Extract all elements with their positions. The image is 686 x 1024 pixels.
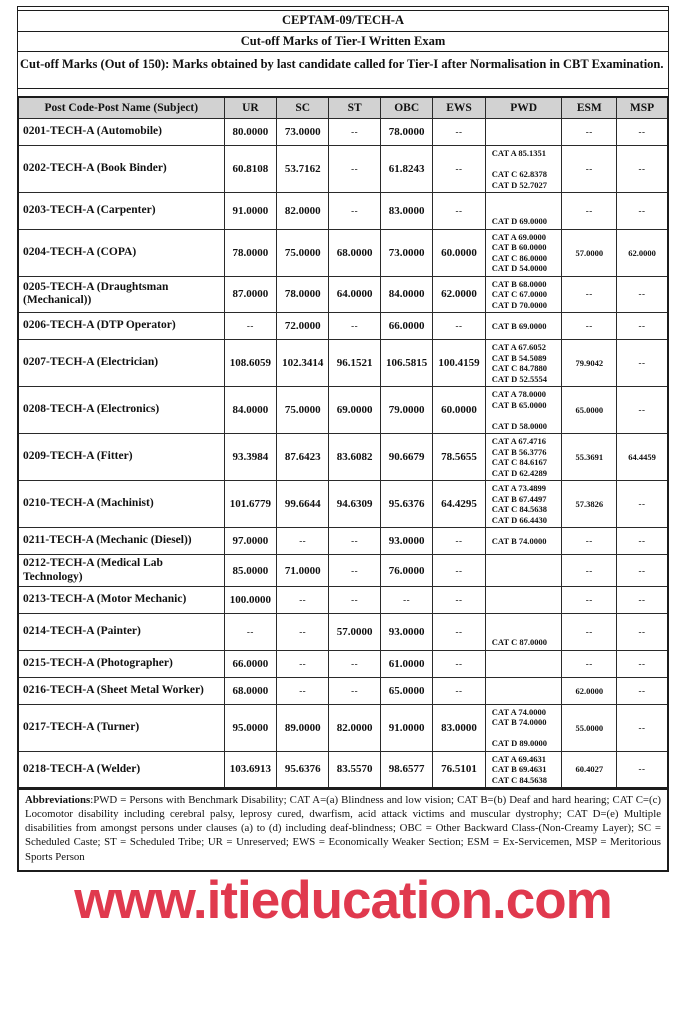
sc-cell: 53.7162 — [277, 146, 329, 193]
sc-cell: 75.0000 — [277, 387, 329, 434]
ews-cell: -- — [433, 119, 486, 146]
pwd-category-line: CAT C 87.0000 — [491, 637, 547, 648]
obc-cell: 90.6679 — [381, 434, 433, 481]
pwd-category-line: CAT D 52.5554 — [491, 373, 547, 384]
post-name-cell: 0218-TECH-A (Welder) — [18, 751, 224, 788]
sc-cell: 89.0000 — [277, 704, 329, 751]
st-cell: 68.0000 — [329, 229, 381, 276]
table-body — [18, 119, 668, 789]
pwd-category-line: CAT A 67.4716 — [491, 436, 547, 446]
obc-cell: 95.6376 — [381, 481, 433, 528]
ews-cell: 60.0000 — [433, 387, 486, 434]
ur-cell: 80.0000 — [224, 119, 277, 146]
post-name-cell: 0210-TECH-A (Machinist) — [18, 481, 224, 528]
table-row — [18, 528, 668, 555]
pwd-category-line: CAT B 74.0000 — [491, 717, 547, 728]
esm-cell: -- — [562, 555, 617, 587]
sc-cell: -- — [277, 587, 329, 614]
post-name-cell: 0217-TECH-A (Turner) — [18, 704, 224, 751]
esm-cell: 60.4027 — [562, 751, 617, 788]
cutoff-document — [17, 7, 669, 872]
sc-cell: -- — [277, 677, 329, 704]
obc-cell: 91.0000 — [381, 704, 433, 751]
ur-cell: 78.0000 — [224, 229, 277, 276]
st-cell: 83.5570 — [329, 751, 381, 788]
ur-cell: 108.6059 — [224, 340, 277, 387]
esm-cell: 55.3691 — [562, 434, 617, 481]
pwd-cell — [485, 340, 562, 387]
esm-cell: 65.0000 — [562, 387, 617, 434]
st-cell: -- — [329, 528, 381, 555]
st-cell: -- — [329, 677, 381, 704]
table-row — [18, 587, 668, 614]
table-row — [18, 434, 668, 481]
post-name-cell: 0201-TECH-A (Automobile) — [18, 119, 224, 146]
pwd-category-line: CAT C 84.5638 — [491, 504, 547, 514]
obc-cell: 66.0000 — [381, 313, 433, 340]
pwd-category-line — [492, 195, 561, 206]
table-row — [18, 276, 668, 313]
pwd-cell — [485, 387, 562, 434]
post-name-cell: 0211-TECH-A (Mechanic (Diesel)) — [18, 528, 224, 555]
pwd-cell — [485, 276, 562, 313]
pwd-category-line: CAT C 84.6167 — [491, 457, 547, 467]
msp-cell: 64.4459 — [617, 434, 668, 481]
pwd-category-line: CAT D 54.0000 — [491, 263, 547, 273]
pwd-category-line: CAT B 60.0000 — [491, 242, 547, 252]
pwd-category-line: CAT B 65.0000 — [491, 399, 547, 410]
ur-cell: 66.0000 — [224, 650, 277, 677]
table-row — [18, 555, 668, 587]
table-row — [18, 313, 668, 340]
esm-cell: -- — [562, 193, 617, 230]
obc-cell: 106.5815 — [381, 340, 433, 387]
column-header-msp: MSP — [617, 97, 668, 119]
esm-cell: -- — [562, 650, 617, 677]
sc-cell: 72.0000 — [277, 313, 329, 340]
pwd-cell — [485, 614, 562, 651]
pwd-category-line — [492, 159, 561, 170]
sc-cell: 71.0000 — [277, 555, 329, 587]
sc-cell: 82.0000 — [277, 193, 329, 230]
obc-cell: 93.0000 — [381, 528, 433, 555]
msp-cell: 62.0000 — [617, 229, 668, 276]
ews-cell: -- — [433, 614, 486, 651]
msp-cell: -- — [617, 751, 668, 788]
column-header-obc: OBC — [381, 97, 433, 119]
ur-cell: -- — [224, 313, 277, 340]
table-row — [18, 650, 668, 677]
esm-cell: -- — [562, 119, 617, 146]
post-name-cell: 0213-TECH-A (Motor Mechanic) — [18, 587, 224, 614]
table-row — [18, 677, 668, 704]
pwd-cell — [485, 119, 562, 146]
sc-cell: 73.0000 — [277, 119, 329, 146]
esm-cell: 57.0000 — [562, 229, 617, 276]
post-name-cell: 0205-TECH-A (Draughtsman (Mechanical)) — [18, 276, 224, 313]
pwd-category-line: CAT B 67.4497 — [491, 493, 547, 504]
obc-cell: -- — [381, 587, 433, 614]
obc-cell: 84.0000 — [381, 276, 433, 313]
pwd-cell — [485, 313, 562, 340]
table-row — [18, 340, 668, 387]
obc-cell: 83.0000 — [381, 193, 433, 230]
esm-cell: -- — [562, 276, 617, 313]
st-cell: -- — [329, 555, 381, 587]
ur-cell: 87.0000 — [224, 276, 277, 313]
pwd-category-line: CAT C 62.8378 — [491, 169, 547, 179]
msp-cell: -- — [617, 677, 668, 704]
column-header-post-code-post-name-subject: Post Code-Post Name (Subject) — [18, 97, 224, 119]
ews-cell: 100.4159 — [433, 340, 486, 387]
ews-cell: -- — [433, 650, 486, 677]
ews-cell: -- — [433, 587, 486, 614]
post-name-cell: 0202-TECH-A (Book Binder) — [18, 146, 224, 193]
pwd-category-line: CAT D 69.0000 — [491, 216, 547, 226]
pwd-cell — [485, 751, 562, 788]
pwd-category-line: CAT A 85.1351 — [491, 148, 547, 158]
st-cell: -- — [329, 146, 381, 193]
column-header-sc: SC — [277, 97, 329, 119]
ur-cell: 68.0000 — [224, 677, 277, 704]
post-name-cell: 0209-TECH-A (Fitter) — [18, 434, 224, 481]
table-row — [18, 704, 668, 751]
ews-cell: 83.0000 — [433, 704, 486, 751]
ur-cell: 91.0000 — [224, 193, 277, 230]
obc-cell: 98.6577 — [381, 751, 433, 788]
sc-cell: 102.3414 — [277, 340, 329, 387]
pwd-category-line — [492, 728, 561, 739]
ews-cell: 76.5101 — [433, 751, 486, 788]
ews-cell: 60.0000 — [433, 229, 486, 276]
cutoff-table — [17, 96, 669, 789]
post-name-cell: 0208-TECH-A (Electronics) — [18, 387, 224, 434]
sc-cell: 75.0000 — [277, 229, 329, 276]
st-cell: 96.1521 — [329, 340, 381, 387]
post-name-cell: 0204-TECH-A (COPA) — [18, 229, 224, 276]
pwd-cell — [485, 587, 562, 614]
document-subtitle: Cut-off Marks of Tier-I Written Exam — [17, 31, 669, 53]
esm-cell: 55.0000 — [562, 704, 617, 751]
obc-cell: 78.0000 — [381, 119, 433, 146]
msp-cell: -- — [617, 193, 668, 230]
sc-cell: -- — [277, 614, 329, 651]
pwd-cell — [485, 481, 562, 528]
obc-cell: 93.0000 — [381, 614, 433, 651]
table-row — [18, 481, 668, 528]
msp-cell: -- — [617, 614, 668, 651]
pwd-category-line — [492, 206, 561, 217]
post-name-cell: 0216-TECH-A (Sheet Metal Worker) — [18, 677, 224, 704]
pwd-category-line: CAT C 67.0000 — [491, 289, 547, 299]
abbreviations-text: :PWD = Persons with Benchmark Disability; CAT A=(a) Blindness and low vision; CAT B=(b) Deaf and hard hearing; CAT C=(c) Locomotor disability including cerebral palsy, leprosy cured, dwarfism, acid attack victims and muscular dystrophy; CAT D=(e) Multiple disabilities from amongst persons under clauses (a) to (d) including deaf-blindness; OBC = Other Backward Class-(Non-Creamy Layer); SC = Scheduled Caste; ST = Scheduled Tribe; UR = Unreserved; EWS = Economically Weaker Section; ESM = Ex-Servicemen, MSP = Meritorious Sports Person — [25, 793, 661, 863]
ews-cell: -- — [433, 313, 486, 340]
msp-cell: -- — [617, 587, 668, 614]
pwd-category-line: CAT D 58.0000 — [491, 420, 547, 431]
table-row — [18, 614, 668, 651]
pwd-category-line: CAT A 69.0000 — [491, 231, 547, 242]
watermark-url: www.itieducation.com — [74, 871, 612, 930]
sc-cell: 99.6644 — [277, 481, 329, 528]
pwd-category-line: CAT A 67.6052 — [491, 342, 547, 352]
pwd-category-line: CAT D 62.4289 — [491, 467, 547, 478]
msp-cell: -- — [617, 276, 668, 313]
column-header-ews: EWS — [433, 97, 486, 119]
st-cell: 83.6082 — [329, 434, 381, 481]
column-header-st: ST — [329, 97, 381, 119]
st-cell: -- — [329, 193, 381, 230]
ur-cell: 97.0000 — [224, 528, 277, 555]
st-cell: 57.0000 — [329, 614, 381, 651]
msp-cell: -- — [617, 387, 668, 434]
obc-cell: 65.0000 — [381, 677, 433, 704]
cutoff-note: Cut-off Marks (Out of 150): Marks obtained by last candidate called for Tier-I after Normalisation in CBT Examination. — [17, 51, 669, 89]
pwd-cell — [485, 704, 562, 751]
ur-cell: 60.8108 — [224, 146, 277, 193]
pwd-category-line: CAT A 73.4899 — [491, 483, 547, 493]
msp-cell: -- — [617, 313, 668, 340]
pwd-category-line: CAT C 86.0000 — [491, 252, 547, 263]
pwd-category-line: CAT C 84.7880 — [491, 363, 547, 373]
pwd-category-line: CAT C 84.5638 — [491, 774, 547, 785]
document-title: CEPTAM-09/TECH-A — [17, 10, 669, 32]
msp-cell: -- — [617, 555, 668, 587]
post-name-cell: 0212-TECH-A (Medical Lab Technology) — [18, 555, 224, 587]
st-cell: -- — [329, 119, 381, 146]
table-header-row — [18, 97, 668, 119]
ews-cell: -- — [433, 677, 486, 704]
sc-cell: -- — [277, 650, 329, 677]
st-cell: -- — [329, 313, 381, 340]
obc-cell: 79.0000 — [381, 387, 433, 434]
table-row — [18, 193, 668, 230]
msp-cell: -- — [617, 650, 668, 677]
pwd-cell — [485, 528, 562, 555]
ur-cell: -- — [224, 614, 277, 651]
column-header-pwd: PWD — [485, 97, 562, 119]
post-name-cell: 0207-TECH-A (Electrician) — [18, 340, 224, 387]
ews-cell: -- — [433, 555, 486, 587]
ur-cell: 85.0000 — [224, 555, 277, 587]
pwd-cell — [485, 434, 562, 481]
msp-cell: -- — [617, 704, 668, 751]
pwd-category-line — [492, 627, 561, 638]
sc-cell: 95.6376 — [277, 751, 329, 788]
pwd-cell — [485, 193, 562, 230]
st-cell: 69.0000 — [329, 387, 381, 434]
post-name-cell: 0206-TECH-A (DTP Operator) — [18, 313, 224, 340]
esm-cell: -- — [562, 528, 617, 555]
table-row — [18, 229, 668, 276]
obc-cell: 73.0000 — [381, 229, 433, 276]
st-cell: -- — [329, 587, 381, 614]
pwd-cell — [485, 555, 562, 587]
pwd-category-line: CAT B 69.0000 — [491, 320, 547, 331]
ews-cell: -- — [433, 146, 486, 193]
ur-cell: 84.0000 — [224, 387, 277, 434]
esm-cell: -- — [562, 614, 617, 651]
pwd-category-line: CAT B 54.5089 — [491, 352, 547, 363]
ews-cell: 78.5655 — [433, 434, 486, 481]
sc-cell: -- — [277, 528, 329, 555]
post-name-cell: 0203-TECH-A (Carpenter) — [18, 193, 224, 230]
ur-cell: 95.0000 — [224, 704, 277, 751]
sc-cell: 78.0000 — [277, 276, 329, 313]
ews-cell: -- — [433, 528, 486, 555]
abbreviations-box — [17, 788, 669, 872]
pwd-cell — [485, 146, 562, 193]
st-cell: -- — [329, 650, 381, 677]
esm-cell: -- — [562, 146, 617, 193]
msp-cell: -- — [617, 528, 668, 555]
table-row — [18, 119, 668, 146]
msp-cell: -- — [617, 146, 668, 193]
obc-cell: 61.8243 — [381, 146, 433, 193]
column-header-esm: ESM — [562, 97, 617, 119]
pwd-category-line: CAT A 78.0000 — [491, 389, 547, 399]
ur-cell: 100.0000 — [224, 587, 277, 614]
st-cell: 64.0000 — [329, 276, 381, 313]
ews-cell: -- — [433, 193, 486, 230]
pwd-category-line: CAT D 66.4430 — [491, 514, 547, 525]
esm-cell: 62.0000 — [562, 677, 617, 704]
table-row — [18, 751, 668, 788]
post-name-cell: 0215-TECH-A (Photographer) — [18, 650, 224, 677]
ur-cell: 101.6779 — [224, 481, 277, 528]
pwd-category-line: CAT B 56.3776 — [491, 446, 547, 457]
sc-cell: 87.6423 — [277, 434, 329, 481]
table-row — [18, 387, 668, 434]
obc-cell: 61.0000 — [381, 650, 433, 677]
st-cell: 94.6309 — [329, 481, 381, 528]
column-header-ur: UR — [224, 97, 277, 119]
pwd-category-line: CAT A 69.4631 — [491, 753, 547, 764]
ews-cell: 62.0000 — [433, 276, 486, 313]
pwd-category-line: CAT D 52.7027 — [491, 179, 547, 190]
abbreviations-label: Abbreviations — [25, 793, 91, 806]
msp-cell: -- — [617, 481, 668, 528]
pwd-category-line — [492, 410, 561, 421]
pwd-category-line: CAT B 69.4631 — [491, 764, 547, 775]
pwd-cell — [485, 229, 562, 276]
msp-cell: -- — [617, 119, 668, 146]
pwd-cell — [485, 650, 562, 677]
ur-cell: 103.6913 — [224, 751, 277, 788]
table-row — [18, 146, 668, 193]
esm-cell: 57.3826 — [562, 481, 617, 528]
msp-cell: -- — [617, 340, 668, 387]
pwd-category-line: CAT A 74.0000 — [491, 706, 547, 717]
st-cell: 82.0000 — [329, 704, 381, 751]
esm-cell: -- — [562, 313, 617, 340]
pwd-category-line — [492, 616, 561, 627]
post-name-cell: 0214-TECH-A (Painter) — [18, 614, 224, 651]
esm-cell: 79.9042 — [562, 340, 617, 387]
pwd-category-line: CAT D 70.0000 — [491, 299, 547, 310]
pwd-category-line: CAT B 68.0000 — [491, 278, 547, 289]
esm-cell: -- — [562, 587, 617, 614]
pwd-cell — [485, 677, 562, 704]
pwd-category-line: CAT D 89.0000 — [491, 738, 547, 749]
pwd-category-line: CAT B 74.0000 — [491, 535, 547, 546]
ews-cell: 64.4295 — [433, 481, 486, 528]
obc-cell: 76.0000 — [381, 555, 433, 587]
ur-cell: 93.3984 — [224, 434, 277, 481]
